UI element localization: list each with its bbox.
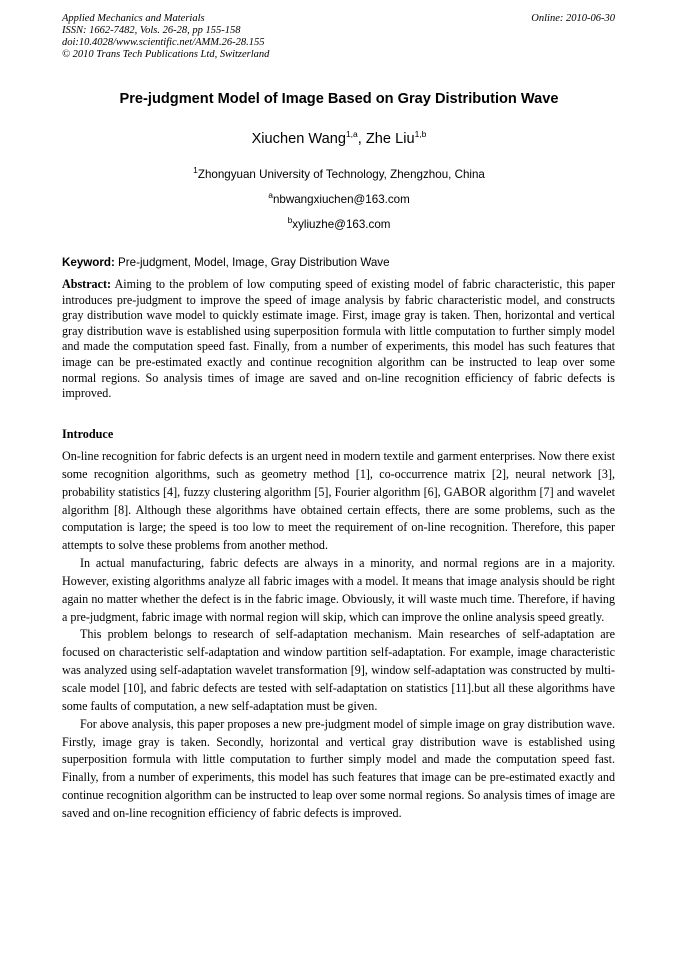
- issn-line: ISSN: 1662-7482, Vols. 26-28, pp 155-158: [62, 25, 241, 36]
- email-address[interactable]: xyliuzhe@163.com: [292, 218, 391, 231]
- abstract-text: Aiming to the problem of low computing speed of existing model of fabric characteristic, this paper introduces pre-judgment to improve the speed of image analysis by fabric characteristic model, and constructs gray distribution wave model to quickly estimate image. First, image gray is taken. Then, horizontal and vertical gray distribution wave is established using superposition formula with little computation to further simply model and made the computation speed fast. Finally, from a number of experiments, this model has such features that image can be pre-estimated exactly and continue recognition algorithm can be instructed to leap over some normal regions. So analysis times of image are saved and on-line recognition efficiency of fabric defects is improved.: [62, 277, 615, 401]
- keyword-label: Keyword:: [62, 256, 115, 269]
- affiliation: [0, 165, 678, 182]
- abstract: [62, 277, 615, 402]
- paragraph: On-line recognition for fabric defects is an urgent need in modern textile and garment enterprises. Now there exist some recognition algorithms, such as geometry method [1], co-occurrence matrix [2], neural network [3], probability statistics [4], fuzzy clustering algorithm [5], Fourier algorithm [6], GABOR algorithm [7] and wavelet algorithm [8]. Although these algorithms have obtained certain effects, there are some problems, such as the computation is large; the speed is too low to meet the requirement of on-line recognition. Therefore, this paper attempts to solve these problems from another method.: [62, 449, 615, 553]
- author-name: Xiuchen Wang: [251, 131, 346, 147]
- email-superscript: b: [287, 215, 293, 226]
- email-a: [0, 190, 678, 207]
- copyright-line: © 2010 Trans Tech Publications Ltd, Switzerland: [62, 49, 270, 60]
- journal-name: Applied Mechanics and Materials: [62, 13, 205, 24]
- keyword-text: Pre-judgment, Model, Image, Gray Distribution Wave: [114, 256, 390, 269]
- author-superscript: 1,b: [414, 129, 427, 140]
- paragraph: This problem belongs to research of self-adaptation mechanism. Main researches of self-adaptation are focused on characteristic self-adaptation and window partition self-adaptation. For example, image characteristic was analyzed using self-adaptation wavelet transformation [9], window self-adaptation was constructed by multi-scale model [10], and fabric defects are tested with self-adaptation on statistics [11].but all these algorithms have some faults of computation, a new self-adaptation must be given.: [62, 627, 615, 713]
- author-superscript: 1,a: [345, 129, 358, 140]
- affiliation-superscript: 1: [193, 165, 198, 176]
- doi-line[interactable]: doi:10.4028/www.scientific.net/AMM.26-28.155: [62, 37, 265, 48]
- email-superscript: a: [268, 190, 273, 201]
- email-b: [0, 215, 678, 232]
- abstract-label: Abstract:: [62, 277, 112, 291]
- paper-title: Pre-judgment Model of Image Based on Gray Distribution Wave: [119, 91, 559, 107]
- author-line: [0, 129, 678, 149]
- online-date: Online: 2010-06-30: [531, 13, 615, 24]
- paragraph: For above analysis, this paper proposes a new pre-judgment model of simple image on gray distribution wave. Firstly, image gray is taken. Secondly, horizontal and vertical gray distribution wave is established using superposition formula with little computation to further simply model and made the computation speed fast. Finally, from a number of experiments, this model has such features that image can be pre-estimated exactly and continue recognition algorithm can be instructed to leap over some normal regions. So analysis times of image are saved and on-line recognition efficiency of fabric defects is improved.: [62, 716, 615, 820]
- section-heading: Introduce: [62, 427, 114, 441]
- introduce-body: [62, 448, 615, 823]
- author-separator: ,: [357, 131, 366, 147]
- paragraph: In actual manufacturing, fabric defects are always in a minority, and normal regions are in a majority. However, existing algorithms analyze all fabric images with a model. It means that image analysis should be right again no matter whether the defect is in the fabric image. Obviously, it will waste much time. Therefore, if having a pre-judgment, fabric image with normal region will skip, which can improve the online analysis speed greatly.: [62, 556, 615, 624]
- journal-header: [62, 13, 615, 61]
- affiliation-text: Zhongyuan University of Technology, Zhengzhou, China: [197, 168, 485, 181]
- keywords: [62, 256, 615, 270]
- email-address[interactable]: nbwangxiuchen@163.com: [272, 193, 410, 206]
- author-name: Zhe Liu: [365, 131, 415, 147]
